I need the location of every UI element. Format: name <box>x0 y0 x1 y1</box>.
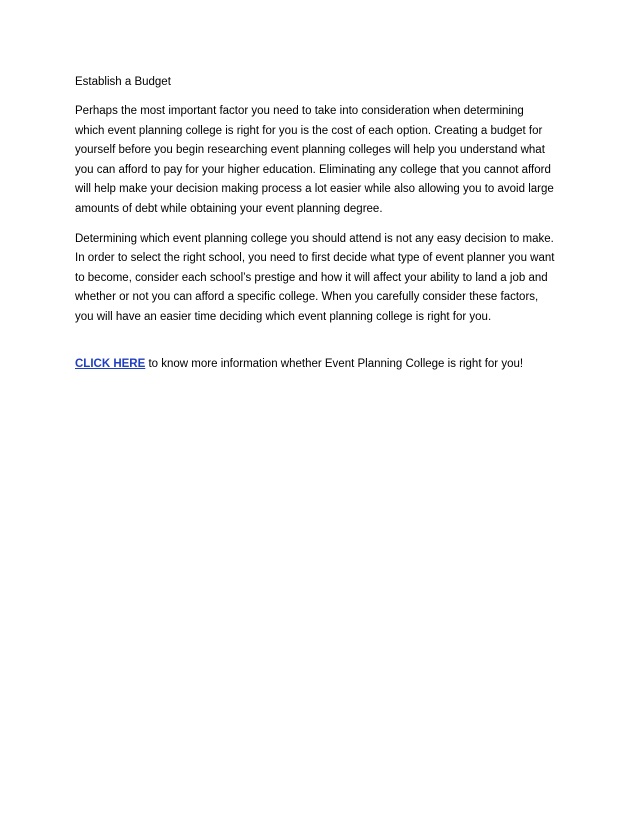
paragraph-line: whether or not you can afford a specific college. When you carefully consider these factors, <box>75 291 539 304</box>
paragraph-conclusion <box>75 230 575 328</box>
paragraph-line: yourself before you begin researching event planning colleges will help you understand what <box>75 144 545 157</box>
paragraph-line: you will have an easier time deciding which event planning college is right for you. <box>75 310 492 323</box>
section-heading: Establish a Budget <box>75 76 171 88</box>
paragraph-line: which event planning college is right for you is the cost of each option. Creating a budget for <box>75 124 543 137</box>
call-to-action <box>75 355 578 373</box>
paragraph-line: Perhaps the most important factor you need to take into consideration when determining <box>75 105 524 117</box>
paragraph-line: In order to select the right school, you need to first decide what type of event planner you want <box>75 252 555 265</box>
click-here-link[interactable]: CLICK HERE <box>75 357 146 370</box>
paragraph-line: will help make your decision making process a lot easier while also allowing you to avoid large <box>75 183 554 196</box>
paragraph-line: to become, consider each school’s prestige and how it will affect your ability to land a job and <box>75 271 548 284</box>
paragraph-line: you can afford to pay for your higher education. Eliminating any college that you cannot afford <box>75 163 551 176</box>
paragraph-line: Determining which event planning college you should attend is not any easy decision to make. <box>75 232 554 245</box>
paragraph-line: amounts of debt while obtaining your event planning degree. <box>75 202 383 215</box>
paragraph-budget <box>75 102 575 220</box>
call-to-action-text: to know more information whether Event Planning College is right for you! <box>145 357 524 370</box>
